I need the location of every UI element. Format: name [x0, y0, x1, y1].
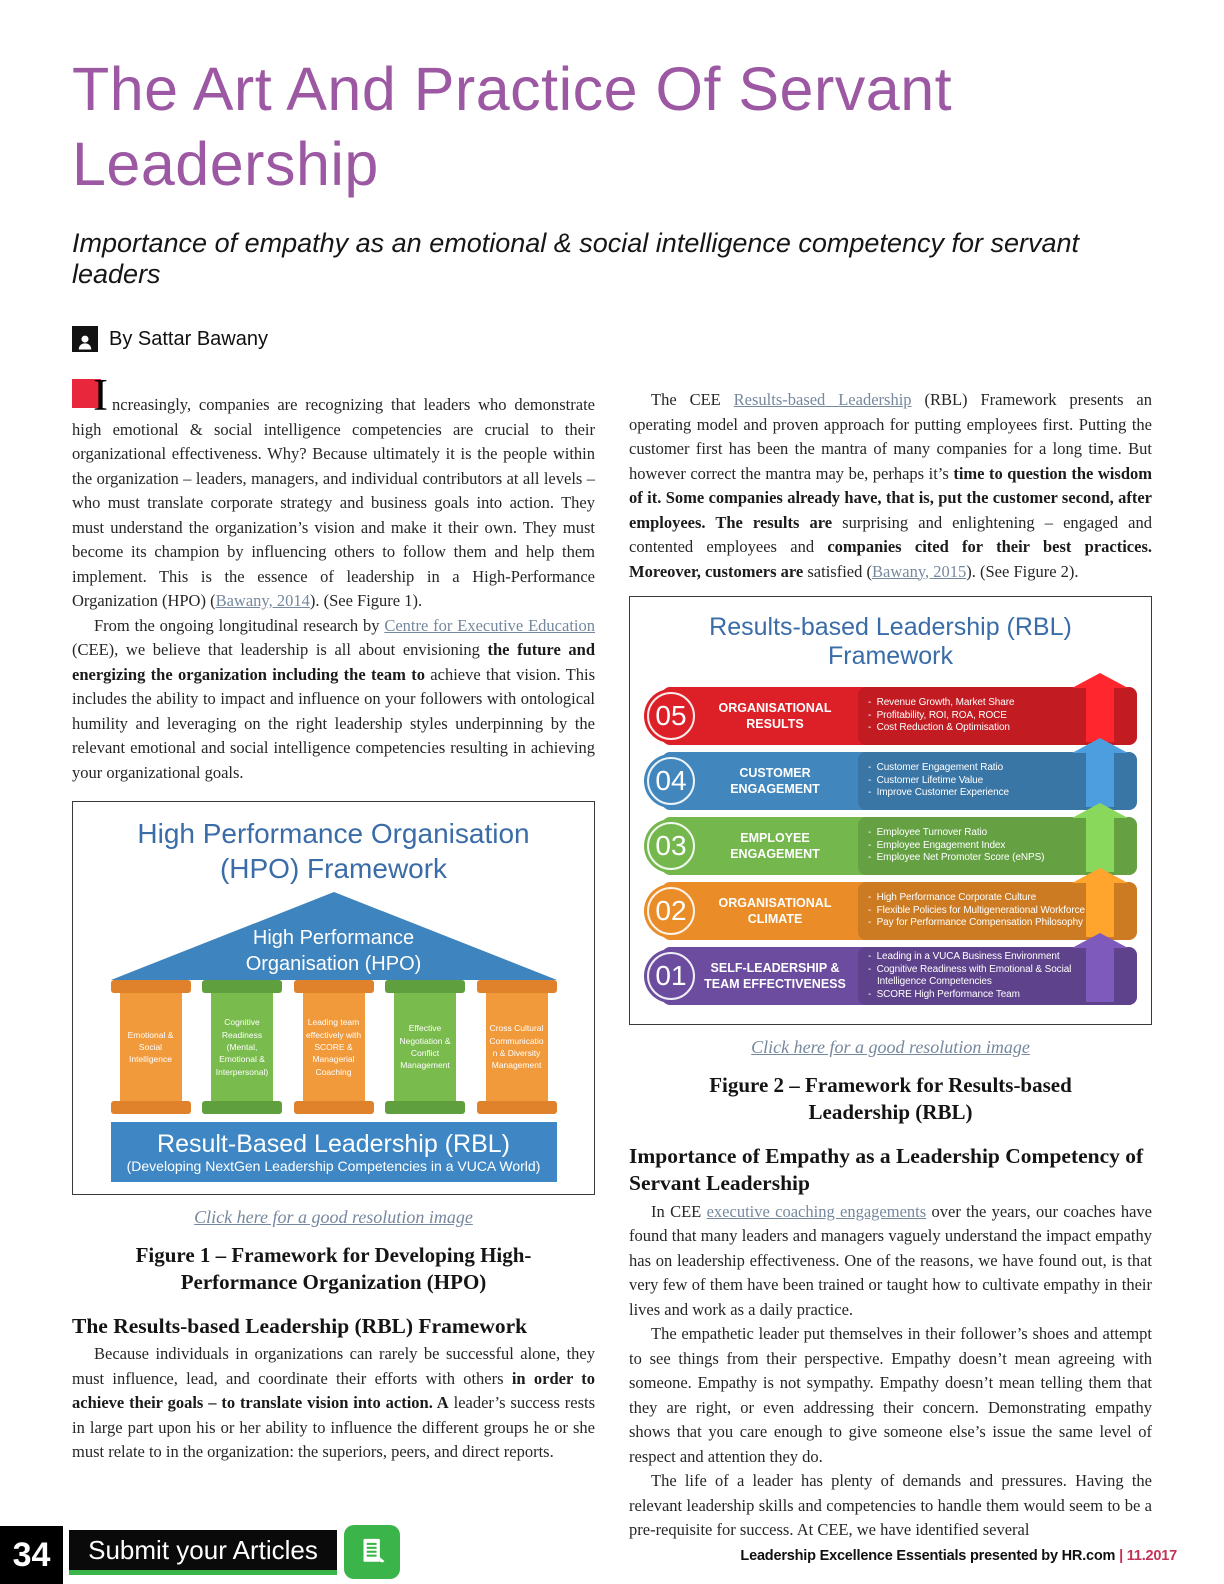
row-number-badge: 03 [644, 819, 698, 873]
bullet: - Revenue Growth, Market Share [868, 697, 1095, 710]
pillar-cap-bottom [111, 1101, 191, 1114]
pillar-label: Effective Negotiation & Conflict Management [399, 1023, 451, 1071]
pillar-cap-bottom [385, 1101, 465, 1114]
body-text: In CEE [651, 1201, 707, 1221]
body-text: ). (See Figure 2). [966, 561, 1079, 581]
bullet: - Cognitive Readiness with Emotional & Social Intelligence Competencies [868, 964, 1095, 989]
bullet: - High Performance Corporate Culture [868, 892, 1095, 905]
body-text-bold: companies cited for their best practices. Moreover, customers are [629, 537, 1152, 581]
pillar-label: Cross Cultural Communicatio n & Diversity Management [489, 1023, 544, 1071]
pillar-shaft [486, 993, 548, 1101]
bullet: - Leading in a VUCA Business Environment [868, 951, 1095, 964]
figure2-resolution-link[interactable]: Click here for a good resolution image [751, 1037, 1030, 1058]
arrow-head [1072, 868, 1128, 883]
article-subtitle: Importance of empathy as an emotional & social intelligence competency for servant leaders [72, 228, 1080, 290]
figure2-caption-line2: Leadership (RBL) [808, 1100, 973, 1125]
bullet: - Improve Customer Experience [868, 787, 1095, 800]
right-column [629, 388, 1152, 1543]
hpo-pillar-cognitive-readiness [202, 980, 282, 1114]
page-number: 34 [0, 1526, 63, 1584]
rbl-row-employee-engagement [644, 817, 1137, 875]
row-number-badge: 02 [644, 884, 698, 938]
arrow-head [1072, 803, 1128, 818]
body-text: The CEE [651, 390, 734, 410]
body-text: From the ongoing longitudinal research by [94, 615, 385, 635]
bullet: - Employee Turnover Ratio [868, 827, 1095, 840]
row-number-badge: 01 [644, 949, 698, 1003]
figure2-caption-line1: Figure 2 – Framework for Results-based [709, 1073, 1072, 1098]
hpo-pillar-negotiation-conflict [385, 980, 465, 1114]
pillar-label: Cognitive Readiness (Mental, Emotional & Interpersonal) [215, 1017, 269, 1077]
pillar-shaft [120, 993, 182, 1101]
body-text: ncreasingly, companies are recognizing that leaders who demonstrate high emotional & social intelligence competencies are crucial to their organizational effectiveness. Why? Because ultimately it is the people within the organization – leaders, managers, and individual contributors at all levels – who must translate corporate strategy and business goals into action. They must understand the organization’s vision and make it their own. They must become its champion by influencing others to follow them and help them implement. This is the essence of leadership in a High-Performance Organization (HPO) ( [72, 395, 595, 611]
body-text: surprising and enlightening – engaged and contented employees and [629, 512, 1152, 557]
figure2-caption [639, 1072, 1141, 1127]
figure2-link-row [629, 1037, 1152, 1058]
bullet: - Pay for Performance Compensation Philosophy [868, 917, 1095, 930]
row-bar [662, 947, 1137, 1005]
body-text: over the years, our coaches have found that many leaders and managers vaguely understand the impact empathy has on leadership effectiveness. One of the reasons, we have found out, is that very few of them have been trained or taught how to cultivate empathy in their lives and work as a daily practice. [629, 1201, 1152, 1319]
pillar-shaft [303, 993, 365, 1101]
body-text-bold: time to question the wisdom of it. Some companies already have, that is, put the customer second, after employees. The results are [629, 463, 1152, 532]
rbl-base-bar [111, 1122, 557, 1182]
footer-credit-text: Leadership Excellence Essentials presented by HR.com [740, 1548, 1116, 1564]
pillar-cap-bottom [202, 1101, 282, 1114]
document-icon [356, 1535, 388, 1569]
left-column [72, 370, 596, 1543]
hpo-pillar-cross-cultural [477, 980, 557, 1114]
figure1-link-row [72, 1207, 595, 1228]
figure1-title-line2: (HPO) Framework [219, 853, 448, 885]
person-icon [75, 332, 95, 352]
up-arrow-icon [1072, 803, 1128, 872]
row-bar [662, 687, 1137, 745]
bullet: - Employee Net Promoter Score (eNPS) [868, 852, 1095, 865]
row-number-badge: 04 [644, 754, 698, 808]
pillar-cap-bottom [294, 1101, 374, 1114]
rbl-row-organisational-results [644, 687, 1137, 745]
paragraph-coaching [629, 1200, 1152, 1323]
up-arrow-icon [1072, 868, 1128, 937]
paragraph-empathetic-leader: The empathetic leader put themselves in their follower’s shoes and attempt to see things from their perspective. Empathy doesn’t mean agreeing with someone. Empathy is not sympathy. Empathy doesn’t mean telling them that they are right, or even addressing their concern. Demonstrating empathy shows that you care enough to give someone else’s issue the same level of respect and attention they do. [629, 1324, 1152, 1466]
byline-text: By Sattar Bawany [109, 327, 268, 350]
rbl-base-title: Result-Based Leadership (RBL) [157, 1129, 510, 1158]
row-label: ORGANISATIONAL CLIMATE [718, 895, 832, 927]
up-arrow-icon [1072, 673, 1128, 742]
figure2-title: Results-based Leadership (RBL) Framework [709, 613, 1072, 671]
figure1-title-line1: High Performance Organisation [137, 818, 530, 850]
paragraph-cee-research [72, 614, 595, 786]
paragraph-intro [72, 370, 595, 614]
link-results-based-leadership[interactable]: Results-based Leadership [733, 390, 912, 410]
row-label: ORGANISATIONAL RESULTS [718, 700, 832, 732]
page-title: The Art And Practice Of Servant Leadership [72, 55, 953, 199]
roof-label-line1: High Performance [252, 927, 415, 950]
body-text: satisfied ( [803, 561, 872, 581]
body-text-bold: in order to achieve their goals – to translate vision into action. A [72, 1368, 595, 1413]
row-bar [662, 882, 1137, 940]
up-arrow-icon [1072, 933, 1128, 1002]
arrow-head [1072, 933, 1128, 948]
link-executive-coaching-engagements[interactable]: executive coaching engagements [706, 1201, 927, 1221]
figure1-title [81, 816, 586, 886]
arrow-stem [1086, 947, 1114, 1002]
arrow-stem [1086, 817, 1114, 872]
arrow-stem [1086, 687, 1114, 742]
bullet: - Customer Engagement Ratio [868, 762, 1095, 775]
figure-2-rbl-framework [629, 596, 1152, 1025]
pillar-cap-top [477, 980, 557, 993]
paragraph-rbl [72, 1342, 595, 1465]
arrow-head [1072, 673, 1128, 688]
body-text: leader’s success rests in large part upon his or her ability to influence the different groups he or she must relate to in the organization: the superiors, peers, and direct reports. [72, 1393, 595, 1462]
body-text-bold: the future and energizing the organization including the team to [72, 640, 596, 684]
dropcap-decoration [72, 370, 112, 421]
submit-articles-label: Submit your Articles [88, 1534, 318, 1565]
figure1-caption: Figure 1 – Framework for Developing High-Performance Organization (HPO) [135, 1243, 532, 1295]
body-text: (CEE), we believe that leadership is all about envisioning [72, 640, 488, 660]
row-label: EMPLOYEE ENGAGEMENT [730, 830, 820, 862]
hpo-pillar-leading-team [294, 980, 374, 1114]
body-text: Because individuals in organizations can rarely be successful alone, they must influence, lead, and coordinate their efforts with others [72, 1344, 595, 1388]
pillar-cap-top [111, 980, 191, 993]
pillar-cap-bottom [477, 1101, 557, 1114]
link-bawany-2014[interactable]: Bawany, 2014 [215, 591, 310, 611]
figure-1-hpo-framework [72, 801, 595, 1195]
paragraph-life-of-leader: The life of a leader has plenty of demands and pressures. Having the relevant leadership skills and competencies to handle them would seem to be a pre-requisite for success. At CEE, we have identified several [629, 1471, 1152, 1540]
pillar-cap-top [202, 980, 282, 993]
submit-document-button[interactable] [344, 1525, 400, 1579]
row-bar [662, 752, 1137, 810]
rbl-row-organisational-climate [644, 882, 1137, 940]
row-label: SELF-LEADERSHIP & TEAM EFFECTIVENESS [704, 960, 846, 992]
pillar-shaft [394, 993, 456, 1101]
figure1-resolution-link[interactable]: Click here for a good resolution image [194, 1207, 473, 1228]
pillar-cap-top [294, 980, 374, 993]
row-number-badge: 05 [644, 689, 698, 743]
footer-credit [740, 1548, 1177, 1564]
heading-importance-of-empathy: Importance of Empathy as a Leadership Competency of Servant Leadership [629, 1143, 1144, 1196]
roof-label [111, 925, 557, 977]
dropcap-letter: I [93, 370, 108, 421]
arrow-stem [1086, 882, 1114, 937]
pillar-label: Leading team effectively with SCORE & Managerial Coaching [305, 1017, 362, 1077]
author-icon [72, 326, 98, 352]
pillar-cap-top [385, 980, 465, 993]
body-text: (RBL) Framework presents an operating model and proven approach for putting employees first. Putting the customer first has been the mantra of many companies for a long time. But however correct the mantra may be, perhaps it’s [629, 390, 1152, 483]
paragraph-rbl-intro [629, 388, 1152, 584]
rbl-row-customer-engagement [644, 752, 1137, 810]
body-text: ). (See Figure 1). [309, 591, 423, 611]
bullet: - SCORE High Performance Team [868, 989, 1095, 1002]
two-column-body [72, 370, 1152, 1543]
pillar-shaft [211, 993, 273, 1101]
up-arrow-icon [1072, 738, 1128, 807]
bullet: - Profitability, ROI, ROA, ROCE [868, 710, 1095, 723]
pillar-label: Emotional & Social Intelligence [127, 1029, 174, 1065]
row-label: CUSTOMER ENGAGEMENT [730, 765, 820, 797]
heading-rbl-framework: The Results-based Leadership (RBL) Framework [72, 1313, 528, 1338]
hpo-pillar-emotional-social [111, 980, 191, 1114]
rbl-row-self-leadership [644, 947, 1137, 1005]
hpo-pillars [111, 980, 557, 1114]
body-text: achieve that vision. This includes the ability to impact and influence on your followers with ontological humility and leveraging on the right leadership styles underpinning by the relevant emotional and social intelligence competencies resulting in achieving your organizational goals. [72, 664, 595, 782]
bullet: - Employee Engagement Index [868, 840, 1095, 853]
hpo-roof [111, 892, 557, 980]
arrow-head [1072, 738, 1128, 753]
arrow-stem [1086, 752, 1114, 807]
rbl-base-subtitle: (Developing NextGen Leadership Competencies in a VUCA World) [126, 1158, 541, 1175]
submit-articles-button[interactable] [69, 1530, 337, 1575]
byline [72, 326, 1152, 352]
footer-issue-date: | 11.2017 [1119, 1548, 1177, 1564]
bullet: - Flexible Policies for Multigenerational Workforce [868, 905, 1095, 918]
row-bar [662, 817, 1137, 875]
roof-label-line2: Organisation (HPO) [245, 953, 422, 976]
link-centre-for-executive-education[interactable]: Centre for Executive Education [384, 615, 595, 635]
bullet: - Cost Reduction & Optimisation [868, 722, 1095, 735]
bullet: - Customer Lifetime Value [868, 775, 1095, 788]
link-bawany-2015[interactable]: Bawany, 2015 [872, 561, 967, 581]
